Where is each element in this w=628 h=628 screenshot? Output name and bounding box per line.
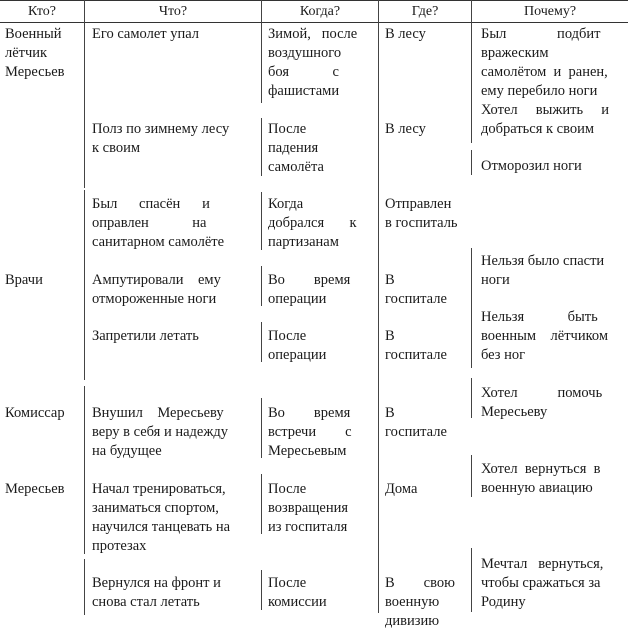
what-r3: [92, 195, 254, 252]
where-line: Отправлен: [385, 196, 452, 212]
where-line: военную: [385, 594, 440, 610]
when-line: После: [268, 121, 307, 137]
why-line: Мересьеву: [481, 404, 548, 420]
when-r1: [268, 25, 376, 101]
who-pilot-line: Мересьев: [5, 64, 65, 80]
column-rule: [261, 322, 262, 362]
why-line: военным лётчиком: [481, 328, 609, 344]
what-r1: [92, 25, 254, 44]
what-r8: [92, 574, 257, 612]
when-line: После: [268, 328, 307, 344]
what-line: санитарном самолёте: [92, 234, 225, 250]
what-line: отмороженные ноги: [92, 291, 217, 307]
where-line: В: [385, 405, 395, 421]
where-r7: [385, 480, 469, 499]
header-divider: [378, 0, 379, 23]
column-rule: [261, 192, 262, 250]
why-line: Отморозил ноги: [481, 158, 582, 174]
column-rule: [378, 23, 379, 613]
what-line: протезах: [92, 538, 147, 554]
column-rule: [261, 118, 262, 176]
when-line: Когда: [268, 196, 304, 212]
who-pilot-line: лётчик: [5, 45, 48, 61]
what-line: Внушил Мересьеву: [92, 405, 224, 421]
column-rule: [261, 23, 262, 103]
column-rule: [261, 398, 262, 458]
when-line: Во время: [268, 272, 351, 288]
when-line: Мересьевым: [268, 443, 347, 459]
who-pilot: [5, 25, 81, 82]
when-r4: [268, 271, 376, 309]
where-line: В лесу: [385, 121, 426, 137]
when-line: фашистами: [268, 83, 340, 99]
what-r6: [92, 404, 254, 461]
what-line: Начал тренироваться,: [92, 481, 226, 497]
when-line: встречи с: [268, 424, 352, 440]
where-line: В лесу: [385, 26, 426, 42]
what-line: к своим: [92, 140, 141, 156]
where-r5: [385, 327, 469, 365]
when-line: операции: [268, 347, 327, 363]
when-line: из госпиталя: [268, 519, 348, 535]
why-line: Мечтал вернуться,: [481, 556, 604, 572]
where-line: госпитале: [385, 424, 447, 440]
why-line: военную авиацию: [481, 480, 593, 496]
where-line: В: [385, 272, 395, 288]
when-line: самолёта: [268, 159, 324, 175]
column-rule: [84, 386, 85, 554]
when-r8: [268, 574, 376, 612]
column-rule: [471, 455, 472, 497]
column-rule: [471, 548, 472, 612]
header-divider: [84, 0, 85, 23]
column-rule: [471, 378, 472, 418]
where-line: В: [385, 328, 395, 344]
why-line: вражеским: [481, 45, 549, 61]
why-r8: [481, 555, 628, 612]
column-rule: [84, 190, 85, 380]
who-doctors: [5, 271, 81, 290]
when-line: Зимой, после: [268, 26, 358, 42]
what-line: веру в себя и надежду: [92, 424, 229, 440]
column-rule: [84, 23, 85, 188]
why-line: добраться к своим: [481, 121, 595, 137]
why-r3: [481, 157, 628, 176]
when-line: возвращения: [268, 500, 349, 516]
why-line: Хотел помочь: [481, 385, 603, 401]
column-rule: [471, 23, 472, 143]
when-line: боя с: [268, 64, 339, 80]
what-line: Запретили летать: [92, 328, 199, 344]
where-line: Дома: [385, 481, 418, 497]
header-what: Что?: [158, 4, 188, 19]
column-rule: [84, 559, 85, 615]
column-rule: [261, 474, 262, 534]
why-line: Нельзя было спасти: [481, 253, 605, 269]
why-line: ноги: [481, 272, 510, 288]
what-line: на будущее: [92, 443, 162, 459]
why-r1: [481, 25, 628, 101]
where-line: дивизию: [385, 613, 440, 628]
what-line: Его самолет упал: [92, 26, 200, 42]
why-line: Был подбит: [481, 26, 601, 42]
column-rule: [261, 570, 262, 610]
who-meresyev-line: Мересьев: [5, 481, 65, 497]
column-rule: [471, 150, 472, 175]
what-r7: [92, 480, 260, 556]
when-r3: [268, 195, 376, 252]
when-line: воздушного: [268, 45, 342, 61]
what-r5: [92, 327, 254, 346]
why-line: Хотел выжить и: [481, 102, 609, 118]
what-line: заниматься спортом,: [92, 500, 219, 516]
what-line: Вернулся на фронт и: [92, 575, 221, 591]
where-r3: [385, 195, 469, 233]
where-line: в госпиталь: [385, 215, 458, 231]
where-r8: [385, 574, 469, 628]
header-divider: [471, 0, 472, 23]
when-r2: [268, 120, 376, 177]
what-r2: [92, 120, 254, 158]
why-r6: [481, 384, 628, 422]
where-r6: [385, 404, 469, 442]
when-r5: [268, 327, 376, 365]
header-who: Кто?: [28, 4, 56, 19]
who-pilot-line: Военный: [5, 26, 62, 42]
who-commissar-line: Комиссар: [5, 405, 65, 421]
who-commissar: [5, 404, 81, 423]
why-r2: [481, 101, 628, 139]
when-r7: [268, 480, 376, 537]
why-line: Родину: [481, 594, 526, 610]
when-line: Во время: [268, 405, 351, 421]
who-meresyev: [5, 480, 81, 499]
what-line: Был спасён и: [92, 196, 210, 212]
why-line: ему перебило ноги: [481, 83, 598, 99]
why-line: самолётом и ранен,: [481, 64, 608, 80]
what-line: научился танцевать на: [92, 519, 231, 535]
where-r2: [385, 120, 469, 139]
why-r4: [481, 252, 628, 290]
why-r5: [481, 308, 628, 365]
what-line: Ампутировали ему: [92, 272, 221, 288]
when-line: После: [268, 481, 307, 497]
what-line: оправлен на: [92, 215, 207, 231]
what-r4: [92, 271, 254, 309]
who-doctors-line: Врачи: [5, 272, 43, 288]
when-line: партизанам: [268, 234, 339, 250]
why-line: без ног: [481, 347, 526, 363]
what-line: Полз по зимнему лесу: [92, 121, 230, 137]
when-r6: [268, 404, 376, 461]
when-line: комиссии: [268, 594, 327, 610]
why-line: чтобы сражаться за: [481, 575, 601, 591]
what-line: снова стал летать: [92, 594, 200, 610]
why-r7: [481, 460, 628, 498]
when-line: После: [268, 575, 307, 591]
where-line: В свою: [385, 575, 455, 591]
where-line: госпитале: [385, 347, 447, 363]
why-line: Нельзя быть: [481, 309, 598, 325]
header-where: Где?: [411, 4, 439, 19]
where-r4: [385, 271, 469, 309]
header-divider: [261, 0, 262, 23]
where-r1: [385, 25, 469, 44]
column-rule: [261, 266, 262, 306]
column-rule: [471, 248, 472, 308]
header-why: Почему?: [523, 4, 577, 19]
when-line: операции: [268, 291, 327, 307]
header-when: Когда?: [299, 4, 341, 19]
column-rule: [471, 308, 472, 368]
why-line: Хотел вернуться в: [481, 461, 601, 477]
where-line: госпитале: [385, 291, 447, 307]
when-line: добрался к: [268, 215, 357, 231]
when-line: падения: [268, 140, 319, 156]
